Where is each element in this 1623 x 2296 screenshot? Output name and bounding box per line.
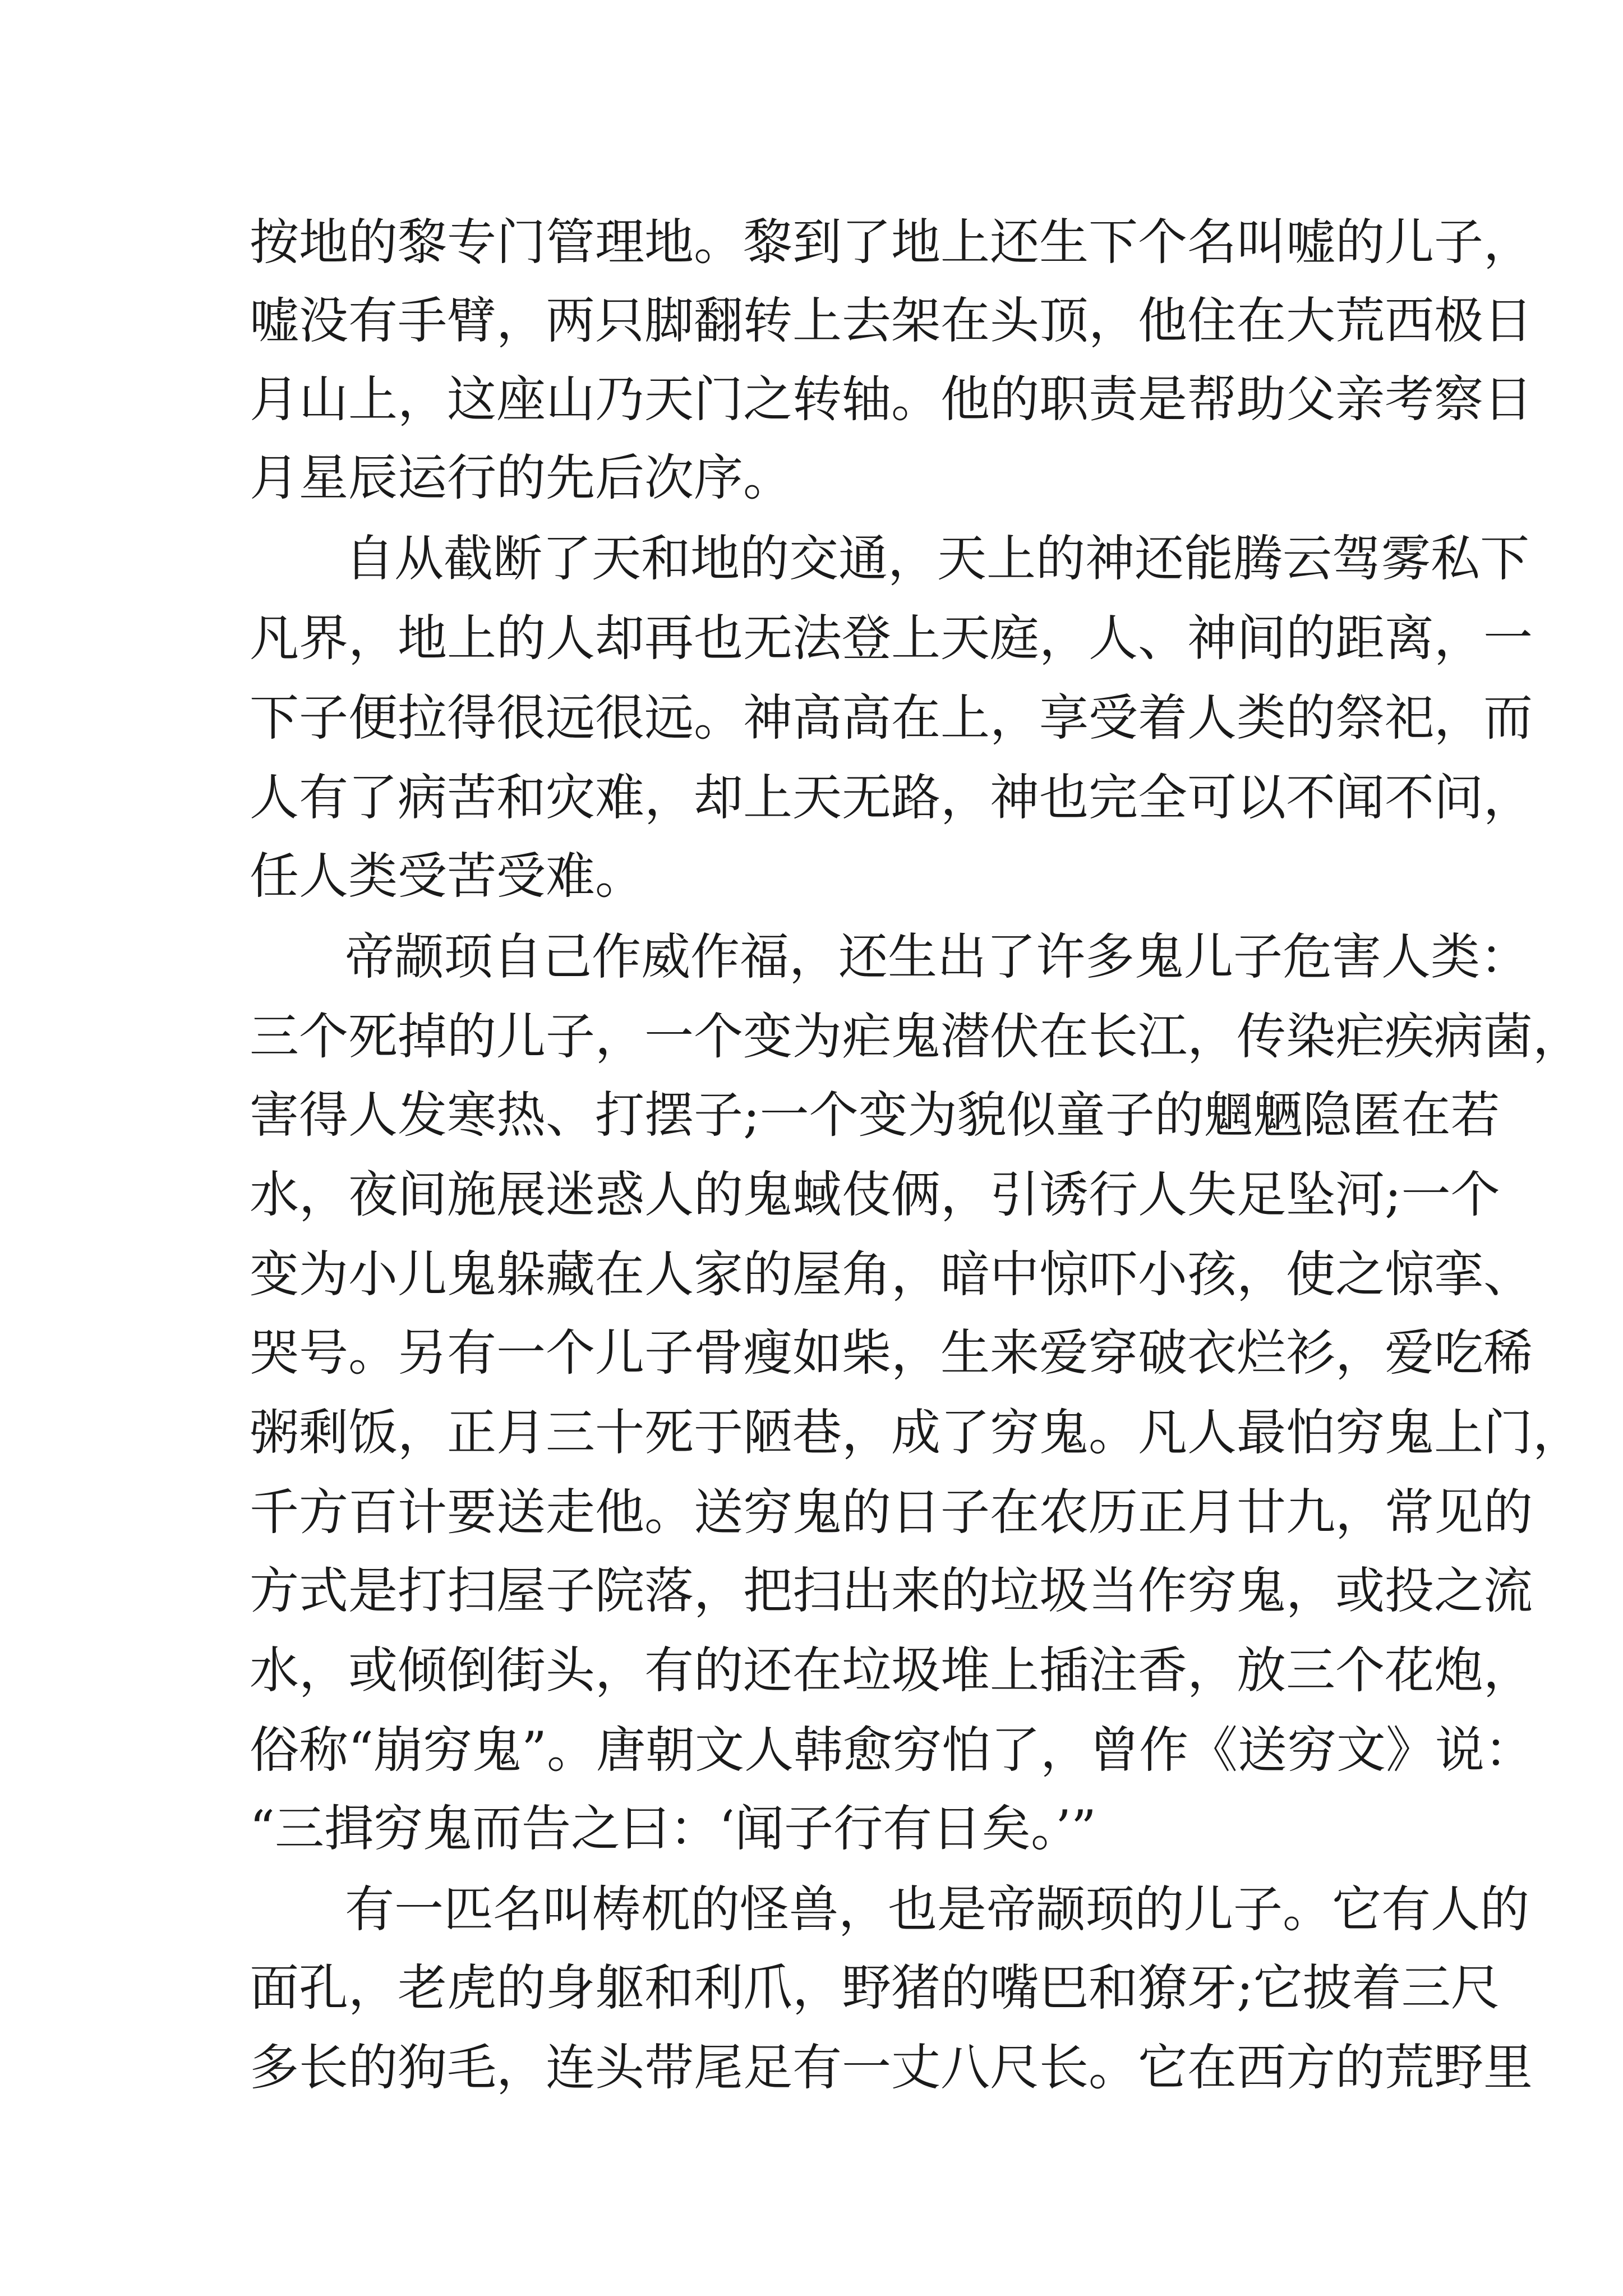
text-line: 粥剩饭，正月三十死于陋巷，成了穷鬼。凡人最怕穷鬼上门， <box>250 1404 1583 1461</box>
text-line: 哭号。另有一个儿子骨瘦如柴，生来爱穿破衣烂衫，爱吃稀 <box>250 1324 1533 1382</box>
text-line: “三揖穷鬼而告之曰：‘闻子行有日矣。’” <box>250 1800 1096 1857</box>
text-line: 水，夜间施展迷惑人的鬼蜮伎俩，引诱行人失足坠河;一个 <box>250 1166 1500 1223</box>
text-line: 变为小儿鬼躲藏在人家的屋角，暗中惊吓小孩，使之惊挛、 <box>250 1245 1533 1303</box>
text-line: 月星辰运行的先后次序。 <box>250 449 793 507</box>
text-line: 多长的狗毛，连头带尾足有一丈八尺长。它在西方的荒野里 <box>250 2039 1533 2096</box>
text-line: 面孔，老虎的身躯和利爪，野猪的嘴巴和獠牙;它披着三尺 <box>250 1959 1500 2017</box>
text-line: 自从截断了天和地的交通，天上的神还能腾云驾雾私下 <box>345 530 1530 587</box>
text-line: 帝颛顼自己作威作福，还生出了许多鬼儿子危害人类： <box>345 928 1530 986</box>
text-line: 凡界，地上的人却再也无法登上天庭，人、神间的距离，一 <box>250 609 1533 667</box>
text-line: 任人类受苦受难。 <box>250 847 645 905</box>
text-line: 水，或倾倒街头，有的还在垃圾堆上插注香，放三个花炮， <box>250 1641 1533 1699</box>
text-line: 方式是打扫屋子院落，把扫出来的垃圾当作穷鬼，或投之流 <box>250 1562 1533 1619</box>
text-line: 月山上，这座山乃天门之转轴。他的职责是帮助父亲考察日 <box>250 370 1533 428</box>
text-line: 三个死掉的儿子，一个变为疟鬼潜伏在长江，传染疟疾病菌， <box>250 1007 1583 1065</box>
text-line: 人有了病苦和灾难，却上天无路，神也完全可以不闻不问， <box>250 769 1533 826</box>
text-line: 按地的黎专门管理地。黎到了地上还生下个名叫嘘的儿子， <box>250 213 1533 271</box>
text-line: 下子便拉得很远很远。神高高在上，享受着人类的祭祀，而 <box>250 689 1533 747</box>
text-line: 千方百计要送走他。送穷鬼的日子在农历正月廿九，常见的 <box>250 1483 1533 1541</box>
text-line: 俗称“崩穷鬼”。唐朝文人韩愈穷怕了，曾作《送穷文》说： <box>250 1721 1534 1779</box>
text-line: 有一匹名叫梼杌的怪兽，也是帝颛顼的儿子。它有人的 <box>345 1880 1530 1938</box>
text-line: 害得人发寒热、打摆子;一个变为貌似童子的魍魉隐匿在若 <box>250 1086 1500 1144</box>
text-line: 嘘没有手臂，两只脚翻转上去架在头顶，他住在大荒西极日 <box>250 292 1533 349</box>
